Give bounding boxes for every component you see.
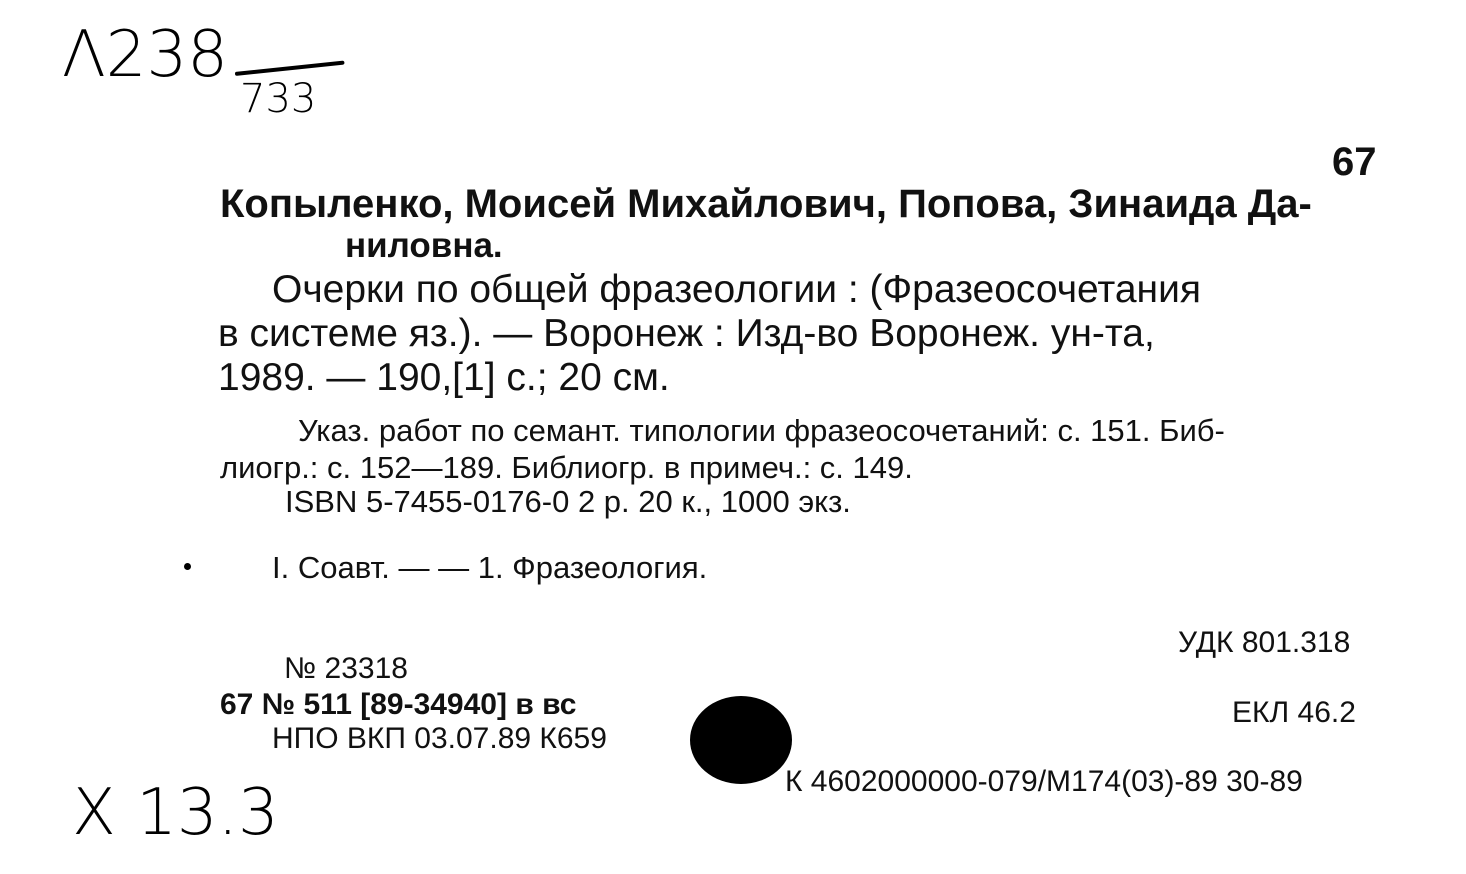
punched-hole [690, 696, 792, 784]
tracing-line: I. Соавт. — — 1. Фразеология. [272, 550, 708, 585]
npo-line: НПО ВКП 03.07.89 К659 [272, 722, 607, 755]
k-code: К 4602000000-079/М174(03)-89 30-89 [785, 765, 1303, 798]
bullet-mark [184, 563, 191, 570]
record-number: № 23318 [284, 652, 408, 685]
handwritten-shelfmark-fraction: 733 [240, 76, 317, 122]
note-line-1: Указ. работ по семант. типологии фразеосочетаний: с. 151. Биб- [298, 413, 1225, 448]
print-line: 67 № 511 [89-34940] в вс [220, 688, 577, 721]
title-line-1: Очерки по общей фразеологии : (Фразеосочетания [272, 268, 1201, 311]
isbn-line: ISBN 5-7455-0176-0 2 р. 20 к., 1000 экз. [285, 484, 851, 519]
ekl-code: ЕКЛ 46.2 [1232, 696, 1356, 729]
fraction-bar [235, 61, 345, 76]
author-line-1: Копыленко, Моисей Михайлович, Попова, Зинаида Да- [220, 182, 1312, 226]
handwritten-shelfmark: Λ238 [62, 18, 228, 92]
handwritten-bottom-code: Х 13.3 [72, 776, 279, 850]
author-line-2: ниловна. [345, 226, 503, 265]
title-line-3: 1989. — 190,[1] с.; 20 см. [218, 356, 670, 399]
title-line-2: в системе яз.). — Воронеж : Изд-во Воронеж. ун-та, [218, 312, 1155, 355]
note-line-2: лиогр.: с. 152—189. Библиогр. в примеч.: с. 149. [220, 450, 913, 485]
udc-code: УДК 801.318 [1178, 626, 1351, 659]
class-number: 67 [1332, 140, 1377, 184]
